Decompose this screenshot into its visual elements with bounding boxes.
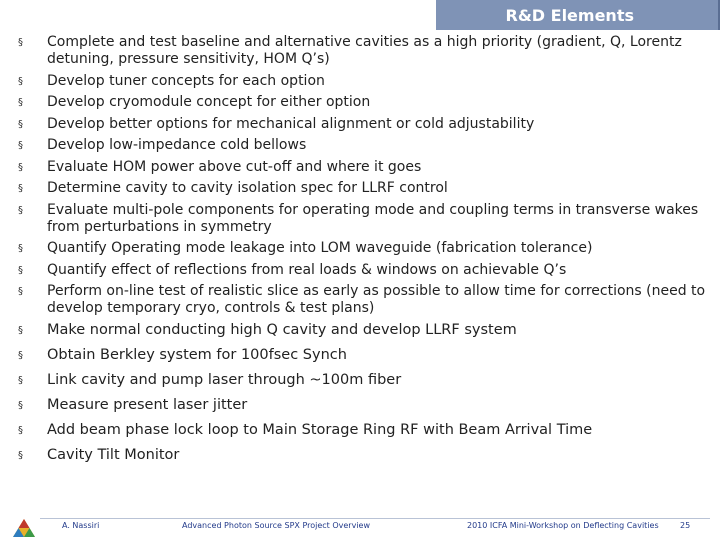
footer-workshop: 2010 ICFA Mini-Workshop on Deflecting Cavities (467, 521, 659, 530)
list-item (18, 372, 708, 389)
bullet-marker-icon: § (18, 399, 23, 411)
bullet-marker-icon: § (18, 204, 23, 216)
slide-title: R&D Elements (505, 6, 634, 25)
list-item-text: Measure present laser jitter (47, 396, 248, 413)
footer-project: Advanced Photon Source SPX Project Overview (182, 521, 371, 530)
list-item-text: Develop low-impedance cold bellows (47, 137, 307, 153)
bullet-marker-icon: § (18, 264, 23, 276)
bullet-marker-icon: § (18, 286, 23, 297)
list-item-text: Link cavity and pump laser through ~100m fiber (47, 371, 402, 388)
list-item (18, 240, 708, 257)
list-item (18, 447, 708, 464)
bullet-marker-icon: § (18, 449, 23, 461)
bullet-marker-icon: § (18, 324, 23, 336)
list-item (18, 180, 708, 197)
bullet-marker-icon: § (18, 349, 23, 361)
bullet-marker-icon: § (18, 374, 23, 386)
list-item-text: Develop cryomodule concept for either option (47, 94, 371, 110)
list-item-text: Evaluate HOM power above cut-off and where it goes (47, 158, 422, 175)
list-item (18, 283, 708, 317)
bullet-marker-icon: § (18, 97, 23, 108)
footer-divider (40, 518, 710, 519)
list-item (18, 397, 708, 414)
list-item-text: Obtain Berkley system for 100fsec Synch (47, 346, 347, 363)
bullet-marker-icon: § (18, 183, 23, 194)
list-item (18, 347, 708, 364)
bullet-marker-icon: § (18, 140, 23, 151)
list-item (18, 94, 708, 111)
bullet-marker-icon: § (18, 161, 23, 173)
bullet-marker-icon: § (18, 75, 23, 87)
footer-author: A. Nassiri (62, 521, 100, 530)
list-item-text: Evaluate multi-pole components for operating mode and coupling terms in transverse wakes from perturbations in symmetry (47, 201, 699, 235)
list-item (18, 34, 708, 68)
bullet-marker-icon: § (18, 118, 23, 130)
aps-logo-icon (12, 518, 36, 538)
title-banner (436, 0, 720, 30)
list-item-text: Perform on-line test of realistic slice as early as possible to allow time for corrections (need to develop temporary cryo, controls & test plans) (47, 283, 706, 316)
list-item-text: Add beam phase lock loop to Main Storage Ring RF with Beam Arrival Time (47, 421, 593, 438)
list-item (18, 262, 708, 279)
list-item-text: Quantify Operating mode leakage into LOM waveguide (fabrication tolerance) (47, 240, 593, 256)
list-item-text: Cavity Tilt Monitor (47, 446, 180, 463)
list-item (18, 73, 708, 90)
list-item-text: Make normal conducting high Q cavity and develop LLRF system (47, 321, 517, 338)
list-item (18, 202, 708, 236)
bullet-marker-icon: § (18, 424, 23, 436)
list-item (18, 422, 708, 439)
list-item-text: Develop better options for mechanical alignment or cold adjustability (47, 115, 535, 132)
list-item (18, 116, 708, 133)
bullet-marker-icon: § (18, 37, 23, 48)
list-item (18, 159, 708, 176)
list-item (18, 322, 708, 339)
list-item-text: Quantify effect of reflections from real loads & windows on achievable Q’s (47, 261, 567, 278)
bullet-list (18, 34, 708, 472)
list-item-text: Determine cavity to cavity isolation spec for LLRF control (47, 180, 448, 196)
page-number: 25 (680, 521, 691, 530)
list-item-text: Develop tuner concepts for each option (47, 72, 325, 89)
slide-footer (0, 512, 720, 540)
list-item-text: Complete and test baseline and alternative cavities as a high priority (gradient, Q, Lorentz detuning, pressure sensitivity, HOM Q’s) (47, 34, 682, 67)
list-item (18, 137, 708, 154)
bullet-marker-icon: § (18, 243, 23, 254)
